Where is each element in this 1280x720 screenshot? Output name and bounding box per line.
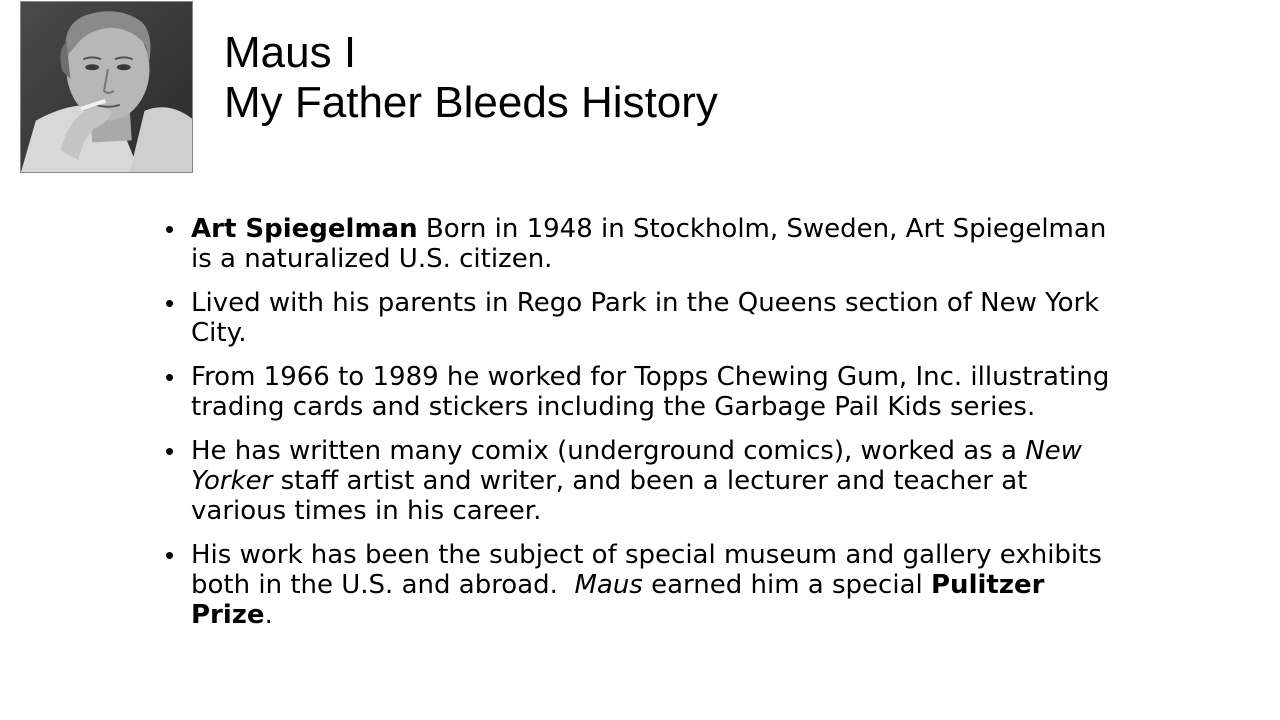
portrait-photo [20, 1, 193, 173]
slide-title [224, 28, 718, 128]
bullet-text: staff artist and writer, and been a lecturer and teacher at various times in his career. [191, 466, 1028, 526]
bullet-text: Lived with his parents in Rego Park in the Queens section of New York City. [191, 288, 1100, 348]
italic-text: New Yorker [191, 436, 1082, 496]
bullet-text: His work has been the subject of special museum and gallery exhibits both in the U.S. and abroad. [191, 540, 1111, 600]
bullet-item [165, 540, 1125, 630]
bullet-icon: • [165, 362, 175, 392]
italic-text: Maus [574, 570, 643, 600]
bullet-icon: • [165, 540, 175, 570]
bullet-item [165, 436, 1125, 526]
bullet-icon: • [165, 214, 175, 244]
slide-title-line-2: My Father Bleeds History [224, 78, 718, 127]
bullet-text: . [264, 600, 273, 630]
bold-text: Pulitzer Prize [191, 570, 1045, 630]
bullet-text: From 1966 to 1989 he worked for Topps Chewing Gum, Inc. illustrating trading cards and stickers including the Garbage Pail Kids series. [191, 362, 1110, 422]
bullet-item [165, 288, 1125, 348]
portrait-photo-icon [21, 2, 192, 172]
bullet-item [165, 214, 1125, 274]
bold-text: Art Spiegelman [191, 214, 418, 244]
bullet-icon: • [165, 436, 175, 466]
bullet-item [165, 362, 1125, 422]
bullet-text: He has written many comix (underground comics), worked as a [191, 436, 1026, 466]
bullet-list [165, 214, 1125, 644]
bullet-text: earned him a special [642, 570, 931, 600]
bullet-text: Born in 1948 in Stockholm, Sweden, Art Spiegelman is a naturalized U.S. citizen. [191, 214, 1107, 274]
bullet-icon: • [165, 288, 175, 318]
slide-title-line-1: Maus I [224, 28, 357, 77]
